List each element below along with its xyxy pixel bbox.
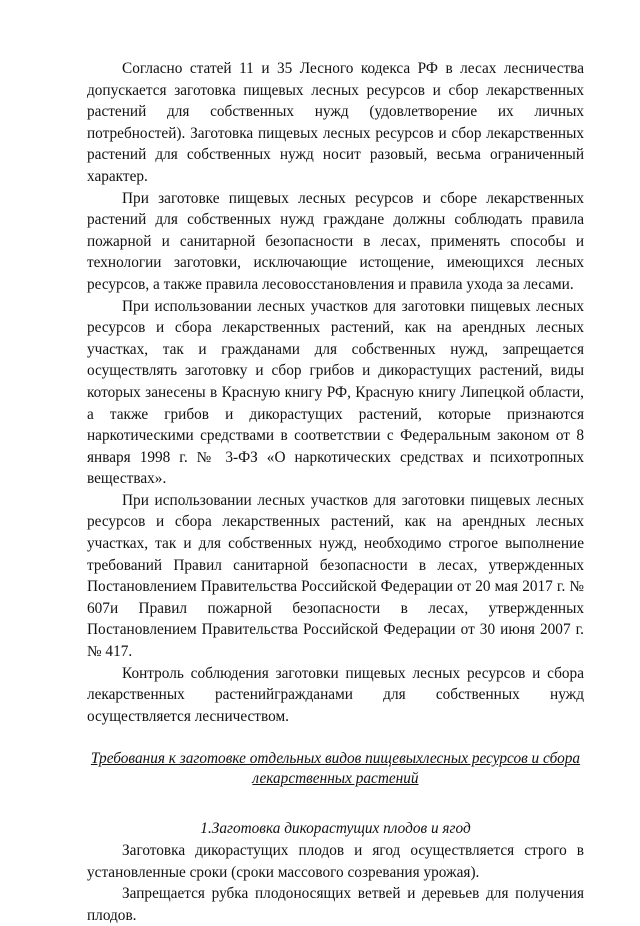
document-body <box>87 58 584 926</box>
paragraph-control: Контроль соблюдения заготовки пищевых лесных ресурсов и сбора лекарственных растенийгражданами для собственных нужд осуществляется лесничеством. <box>87 664 584 725</box>
paragraph-sanitary-fire-requirements: При использовании лесных участков для заготовки пищевых лесных ресурсов и сбора лекарственных растений, как на арендных лесных участках, так и для собственных нужд, необходимо строгое выполнение требований Правил санитарной безопасности в лесах, утвержденных Постановлением Правительства Российской Федерации от 20 мая 2017 г. № 607и Правил пожарной безопасности в лесах, утвержденных Постановлением Правительства Российской Федерации от 30 июня 2007 г. № 417. <box>87 491 584 661</box>
paragraph-branch-cutting-prohibition: Запрещается рубка плодоносящих ветвей и деревьев для получения плодов. <box>87 885 584 924</box>
paragraph-harvest-timing: Заготовка дикорастущих плодов и ягод осуществляется строго в установленные сроки (сроки массового созревания урожая). <box>87 842 584 881</box>
paragraph-safety-rules: При заготовке пищевых лесных ресурсов и сборе лекарственных растений для собственных нужд граждане должны соблюдать правила пожарной и санитарной безопасности в лесах, применять способы и технологии заготовки, исключающие истощение, имеющихся лесных ресурсов, а также правила лесовосстановления и правила ухода за лесами. <box>87 189 584 293</box>
section-heading: Требования к заготовке отдельных видов пищевыхлесных ресурсов и сбора лекарственных растений <box>90 750 581 788</box>
paragraph-harvest-permission: Согласно статей 11 и 35 Лесного кодекса РФ в лесах лесничества допускается заготовка пищевых лесных ресурсов и сбор лекарственных растений для собственных нужд (удовлетворение их личных потребностей). Заготовка пищевых лесных ресурсов и сбор лекарственных растений для собственных нужд носит разовый, весьма ограниченный характер. <box>87 60 584 185</box>
paragraph-red-book-prohibition: При использовании лесных участков для заготовки пищевых лесных ресурсов и сбора лекарственных растений, как на арендных лесных участках, так и гражданами для собственных нужд, запрещается осуществлять заготовку и сбор грибов и дикорастущих растений, виды которых занесены в Красную книгу РФ, Красную книгу Липецкой области, а также грибов и дикорастущих растений, которые признаются наркотическими средствами в соответствии с Федеральным законом от 8 января 1998 г. № 3-ФЗ «О наркотических средствах и психотропных веществах». <box>87 297 584 488</box>
subsection-heading: 1.Заготовка дикорастущих плодов и ягод <box>200 820 471 838</box>
